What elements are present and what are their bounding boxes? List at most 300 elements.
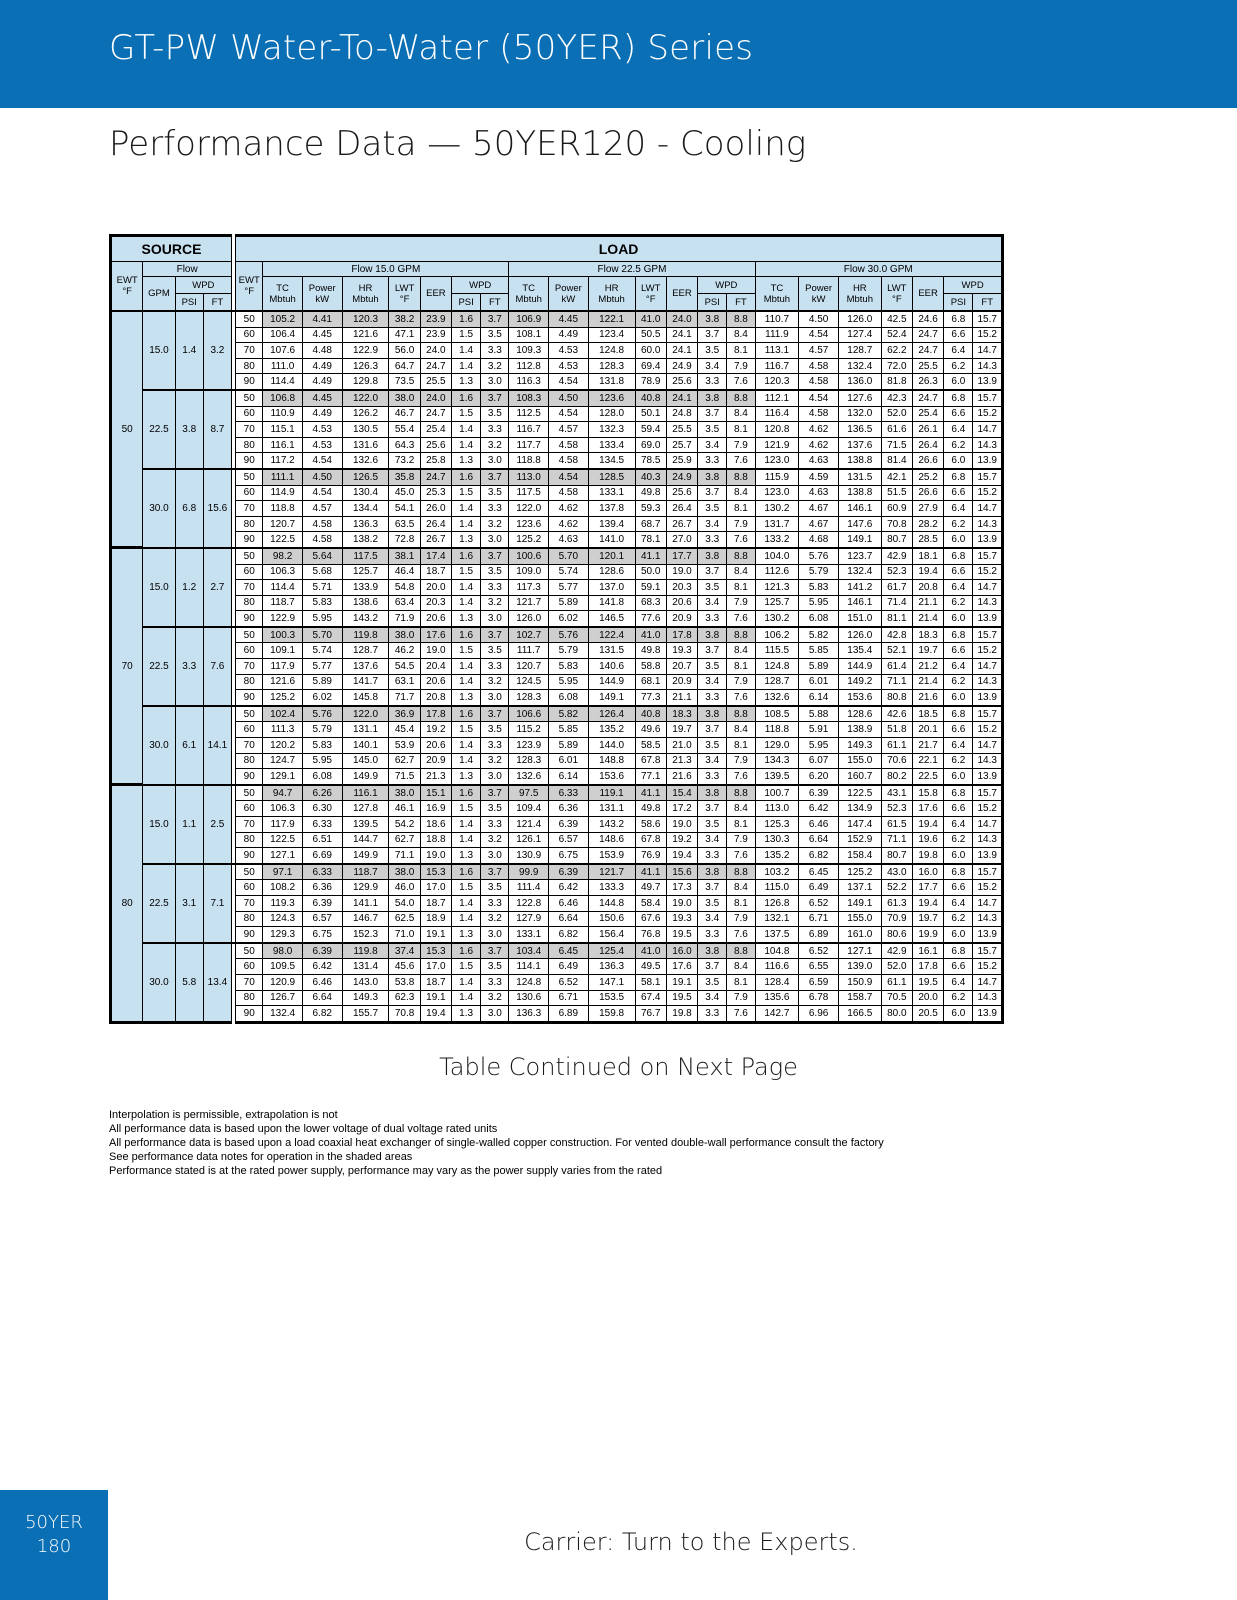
data-cell: 140.6 [588,659,635,675]
data-cell: 15.2 [973,722,1003,738]
data-cell: 6.8 [944,390,973,406]
source-ewt-cell: 50 [111,311,143,548]
data-cell: 137.6 [342,659,389,675]
data-cell: 121.3 [755,580,799,596]
data-cell: 98.0 [263,943,303,959]
data-cell: 6.64 [302,990,342,1006]
data-cell: 5.82 [799,627,839,643]
load-ewt-cell: 50 [236,627,263,643]
data-cell: 112.1 [755,390,799,406]
data-cell: 117.9 [263,659,303,675]
data-cell: 72.0 [881,358,912,374]
data-cell: 3.3 [481,738,509,754]
data-cell: 15.7 [973,864,1003,880]
data-cell: 21.4 [912,674,943,690]
data-cell: 6.14 [799,690,839,706]
data-cell: 25.6 [420,437,451,453]
data-cell: 4.58 [302,516,342,532]
data-cell: 3.3 [481,343,509,359]
data-cell: 61.3 [881,895,912,911]
data-cell: 6.39 [302,895,342,911]
data-cell: 5.89 [302,674,342,690]
data-cell: 119.3 [263,895,303,911]
data-cell: 20.3 [666,580,697,596]
data-cell: 103.4 [509,943,549,959]
data-cell: 15.2 [973,801,1003,817]
data-cell: 24.7 [912,327,943,343]
data-cell: 106.9 [509,311,549,327]
data-cell: 5.85 [549,722,589,738]
data-cell: 150.6 [588,911,635,927]
data-cell: 25.4 [420,422,451,438]
data-cell: 6.2 [944,516,973,532]
data-cell: 127.8 [342,801,389,817]
data-cell: 124.5 [509,674,549,690]
data-cell: 17.2 [666,801,697,817]
data-cell: 42.5 [881,311,912,327]
data-cell: 131.6 [342,437,389,453]
data-cell: 128.5 [588,469,635,485]
data-cell: 6.8 [944,706,973,722]
data-cell: 133.1 [509,927,549,943]
data-cell: 6.2 [944,990,973,1006]
data-cell: 6.45 [799,864,839,880]
data-cell: 20.5 [912,1006,943,1023]
data-cell: 6.64 [799,832,839,848]
data-cell: 129.9 [342,880,389,896]
data-cell: 7.9 [727,358,755,374]
data-cell: 6.55 [799,959,839,975]
data-cell: 6.26 [302,785,342,801]
data-cell: 117.5 [342,548,389,564]
data-cell: 6.6 [944,643,973,659]
data-cell: 134.5 [588,453,635,469]
data-cell: 6.4 [944,422,973,438]
data-cell: 121.6 [342,327,389,343]
data-cell: 1.5 [452,880,481,896]
data-cell: 4.54 [549,406,589,422]
data-cell: 19.6 [912,832,943,848]
data-cell: 15.3 [420,943,451,959]
data-cell: 62.5 [389,911,420,927]
data-cell: 6.01 [799,674,839,690]
data-cell: 46.0 [389,880,420,896]
footer-tagline: Carrier: Turn to the Experts. [524,1528,858,1556]
data-cell: 26.4 [666,501,697,517]
data-cell: 1.6 [452,390,481,406]
data-cell: 126.8 [755,895,799,911]
data-cell: 100.3 [263,627,303,643]
load-ewt-cell: 60 [236,959,263,975]
data-cell: 24.7 [420,358,451,374]
lwt-header: LWT °F [389,277,420,312]
data-cell: 3.4 [698,832,727,848]
data-cell: 8.4 [727,485,755,501]
data-cell: 1.5 [452,722,481,738]
data-cell: 122.5 [838,785,881,801]
data-cell: 3.5 [698,738,727,754]
data-cell: 6.52 [799,895,839,911]
data-cell: 46.2 [389,643,420,659]
data-cell: 1.4 [452,580,481,596]
data-cell: 14.7 [973,738,1003,754]
data-cell: 126.7 [263,990,303,1006]
data-cell: 41.1 [635,785,666,801]
data-cell: 52.1 [881,643,912,659]
load-ewt-cell: 50 [236,311,263,327]
data-cell: 127.1 [263,848,303,864]
data-cell: 4.63 [799,453,839,469]
data-cell: 124.3 [263,911,303,927]
data-cell: 7.6 [727,611,755,627]
load-ewt-cell: 90 [236,1006,263,1023]
data-cell: 7.6 [727,848,755,864]
data-cell: 4.45 [549,311,589,327]
data-cell: 6.39 [549,864,589,880]
data-cell: 3.7 [698,406,727,422]
data-cell: 25.5 [420,374,451,390]
data-cell: 5.70 [549,548,589,564]
data-cell: 15.2 [973,485,1003,501]
data-cell: 67.6 [635,911,666,927]
data-cell: 45.6 [389,959,420,975]
source-wpd-header: WPD [175,277,231,294]
data-cell: 8.4 [727,643,755,659]
data-cell: 1.4 [452,895,481,911]
data-cell: 6.78 [799,990,839,1006]
data-cell: 119.1 [588,785,635,801]
table-row [111,390,1003,406]
data-cell: 73.2 [389,453,420,469]
source-psi-cell: 1.1 [175,785,203,864]
data-cell: 121.7 [588,864,635,880]
data-cell: 52.0 [881,959,912,975]
data-cell: 60.9 [881,501,912,517]
data-cell: 148.6 [588,832,635,848]
data-cell: 1.3 [452,690,481,706]
data-cell: 130.2 [755,611,799,627]
data-cell: 120.1 [588,548,635,564]
data-cell: 118.8 [755,722,799,738]
data-cell: 109.1 [263,643,303,659]
data-cell: 63.4 [389,595,420,611]
ft-header: FT [481,294,509,312]
data-cell: 131.4 [342,959,389,975]
data-cell: 114.1 [509,959,549,975]
data-cell: 136.3 [509,1006,549,1023]
data-cell: 106.3 [263,801,303,817]
data-cell: 21.7 [912,738,943,754]
data-cell: 137.1 [838,880,881,896]
load-wpd-header: WPD [944,277,1003,294]
psi-header: PSI [698,294,727,312]
data-cell: 136.5 [838,422,881,438]
data-cell: 28.2 [912,516,943,532]
load-ewt-cell: 70 [236,580,263,596]
data-cell: 20.8 [420,690,451,706]
data-cell: 115.9 [755,469,799,485]
data-cell: 20.4 [420,659,451,675]
data-cell: 153.6 [588,769,635,785]
footer-model: 50YER [25,1512,83,1533]
data-cell: 3.4 [698,516,727,532]
data-cell: 6.52 [799,943,839,959]
data-cell: 5.74 [549,564,589,580]
load-ewt-cell: 60 [236,564,263,580]
data-cell: 4.67 [799,501,839,517]
data-cell: 128.7 [838,343,881,359]
source-flow-header: Flow [143,262,232,277]
data-cell: 130.3 [755,832,799,848]
data-cell: 113.0 [509,469,549,485]
data-cell: 3.4 [698,753,727,769]
data-cell: 6.14 [549,769,589,785]
data-cell: 18.8 [420,832,451,848]
data-cell: 135.2 [755,848,799,864]
data-cell: 139.5 [342,817,389,833]
data-cell: 6.57 [302,911,342,927]
gpm-cell: 15.0 [143,311,175,390]
data-cell: 3.3 [698,532,727,548]
data-cell: 18.9 [420,911,451,927]
data-cell: 146.5 [588,611,635,627]
data-cell: 139.4 [588,516,635,532]
load-wpd-header: WPD [698,277,755,294]
source-ft-cell: 7.6 [203,627,231,706]
load-ewt-header: EWT °F [236,262,263,312]
data-cell: 126.1 [509,832,549,848]
data-cell: 62.2 [881,343,912,359]
data-cell: 111.3 [263,722,303,738]
data-cell: 122.0 [509,501,549,517]
data-cell: 77.3 [635,690,666,706]
data-cell: 141.7 [342,674,389,690]
data-cell: 126.0 [838,311,881,327]
data-cell: 6.59 [799,974,839,990]
gpm-header: GPM [143,277,175,312]
data-cell: 19.8 [666,1006,697,1023]
gpm-cell: 30.0 [143,469,175,548]
data-cell: 6.4 [944,501,973,517]
data-cell: 4.49 [549,327,589,343]
tc-header: TC Mbtuh [755,277,799,312]
data-cell: 19.4 [912,564,943,580]
data-cell: 52.3 [881,564,912,580]
data-cell: 1.6 [452,785,481,801]
data-cell: 6.75 [302,927,342,943]
source-psi-cell: 6.1 [175,706,203,785]
data-cell: 136.3 [588,959,635,975]
data-cell: 6.30 [302,801,342,817]
table-row [111,848,1003,864]
data-cell: 19.8 [912,848,943,864]
data-cell: 152.9 [838,832,881,848]
data-cell: 38.0 [389,864,420,880]
table-row [111,311,1003,327]
data-cell: 4.53 [302,422,342,438]
load-ewt-cell: 90 [236,848,263,864]
data-cell: 17.6 [912,801,943,817]
data-cell: 3.0 [481,848,509,864]
data-cell: 6.42 [302,959,342,975]
data-cell: 6.49 [549,959,589,975]
data-cell: 126.0 [838,627,881,643]
eer-header: EER [420,277,451,312]
load-ewt-cell: 90 [236,453,263,469]
table-row [111,516,1003,532]
data-cell: 139.5 [755,769,799,785]
data-cell: 111.9 [755,327,799,343]
data-cell: 4.54 [549,374,589,390]
hr-header: HR Mbtuh [342,277,389,312]
data-cell: 4.67 [799,516,839,532]
data-cell: 127.4 [838,327,881,343]
data-cell: 106.8 [263,390,303,406]
data-cell: 6.46 [799,817,839,833]
data-cell: 5.89 [799,659,839,675]
data-cell: 70.5 [881,990,912,1006]
data-cell: 6.2 [944,911,973,927]
data-cell: 3.2 [481,911,509,927]
data-cell: 104.8 [755,943,799,959]
data-cell: 15.2 [973,643,1003,659]
data-cell: 71.5 [881,437,912,453]
data-cell: 24.9 [666,469,697,485]
data-cell: 6.33 [549,785,589,801]
data-cell: 23.9 [420,311,451,327]
data-cell: 5.83 [799,580,839,596]
data-cell: 117.7 [509,437,549,453]
data-cell: 1.5 [452,959,481,975]
data-cell: 14.7 [973,659,1003,675]
data-cell: 54.1 [389,501,420,517]
data-cell: 129.1 [263,769,303,785]
data-cell: 4.54 [302,485,342,501]
data-cell: 94.7 [263,785,303,801]
data-cell: 3.2 [481,753,509,769]
series-title: GT-PW Water-To-Water (50YER) Series [109,28,754,68]
load-ewt-cell: 90 [236,611,263,627]
data-cell: 140.1 [342,738,389,754]
data-cell: 41.0 [635,627,666,643]
data-cell: 3.7 [481,864,509,880]
data-cell: 131.8 [588,374,635,390]
data-cell: 130.6 [509,990,549,1006]
data-cell: 18.6 [420,817,451,833]
data-cell: 1.3 [452,927,481,943]
data-cell: 81.8 [881,374,912,390]
data-cell: 6.20 [799,769,839,785]
data-cell: 106.2 [755,627,799,643]
data-cell: 40.3 [635,469,666,485]
data-cell: 141.2 [838,580,881,596]
data-cell: 7.6 [727,453,755,469]
data-cell: 61.1 [881,738,912,754]
data-cell: 15.7 [973,627,1003,643]
data-cell: 155.7 [342,1006,389,1023]
data-cell: 132.4 [263,1006,303,1023]
load-ewt-cell: 90 [236,374,263,390]
data-cell: 20.9 [420,753,451,769]
source-ft-cell: 13.4 [203,943,231,1022]
data-cell: 6.4 [944,738,973,754]
data-cell: 122.5 [263,832,303,848]
data-cell: 115.0 [755,880,799,896]
data-cell: 8.4 [727,880,755,896]
data-cell: 80.7 [881,532,912,548]
data-cell: 127.9 [509,911,549,927]
data-cell: 137.8 [588,501,635,517]
data-cell: 8.1 [727,501,755,517]
data-cell: 115.1 [263,422,303,438]
data-cell: 7.6 [727,769,755,785]
data-cell: 6.0 [944,611,973,627]
data-cell: 128.4 [755,974,799,990]
data-cell: 7.9 [727,832,755,848]
data-cell: 6.42 [799,801,839,817]
data-cell: 8.1 [727,343,755,359]
data-cell: 21.1 [912,595,943,611]
tc-header: TC Mbtuh [263,277,303,312]
data-cell: 4.59 [799,469,839,485]
data-cell: 8.4 [727,564,755,580]
data-cell: 26.6 [912,453,943,469]
data-cell: 3.0 [481,453,509,469]
data-cell: 67.4 [635,990,666,1006]
data-cell: 121.7 [509,595,549,611]
data-cell: 17.0 [420,959,451,975]
data-cell: 42.9 [881,548,912,564]
data-cell: 144.8 [588,895,635,911]
data-cell: 53.9 [389,738,420,754]
data-cell: 108.2 [263,880,303,896]
data-cell: 4.58 [549,453,589,469]
data-cell: 98.2 [263,548,303,564]
data-cell: 132.1 [755,911,799,927]
data-cell: 3.7 [481,469,509,485]
data-cell: 123.4 [588,327,635,343]
data-cell: 6.39 [549,817,589,833]
data-cell: 24.1 [666,390,697,406]
source-ft-cell: 8.7 [203,390,231,469]
data-cell: 112.5 [509,406,549,422]
data-cell: 17.7 [666,548,697,564]
data-cell: 60.0 [635,343,666,359]
table-continued-note: Table Continued on Next Page [439,1053,798,1081]
data-cell: 49.8 [635,801,666,817]
data-cell: 41.0 [635,311,666,327]
data-cell: 6.75 [549,848,589,864]
data-cell: 14.3 [973,832,1003,848]
data-cell: 20.6 [420,738,451,754]
data-cell: 134.4 [342,501,389,517]
data-cell: 38.2 [389,311,420,327]
data-cell: 130.4 [342,485,389,501]
data-cell: 15.7 [973,706,1003,722]
data-cell: 76.7 [635,1006,666,1023]
data-cell: 3.7 [481,706,509,722]
data-cell: 5.83 [549,659,589,675]
data-cell: 20.9 [666,611,697,627]
data-cell: 117.3 [509,580,549,596]
data-cell: 6.6 [944,959,973,975]
data-cell: 69.4 [635,358,666,374]
data-cell: 22.1 [912,753,943,769]
data-cell: 3.3 [481,817,509,833]
data-cell: 3.8 [698,864,727,880]
data-cell: 3.8 [698,706,727,722]
data-cell: 47.1 [389,327,420,343]
